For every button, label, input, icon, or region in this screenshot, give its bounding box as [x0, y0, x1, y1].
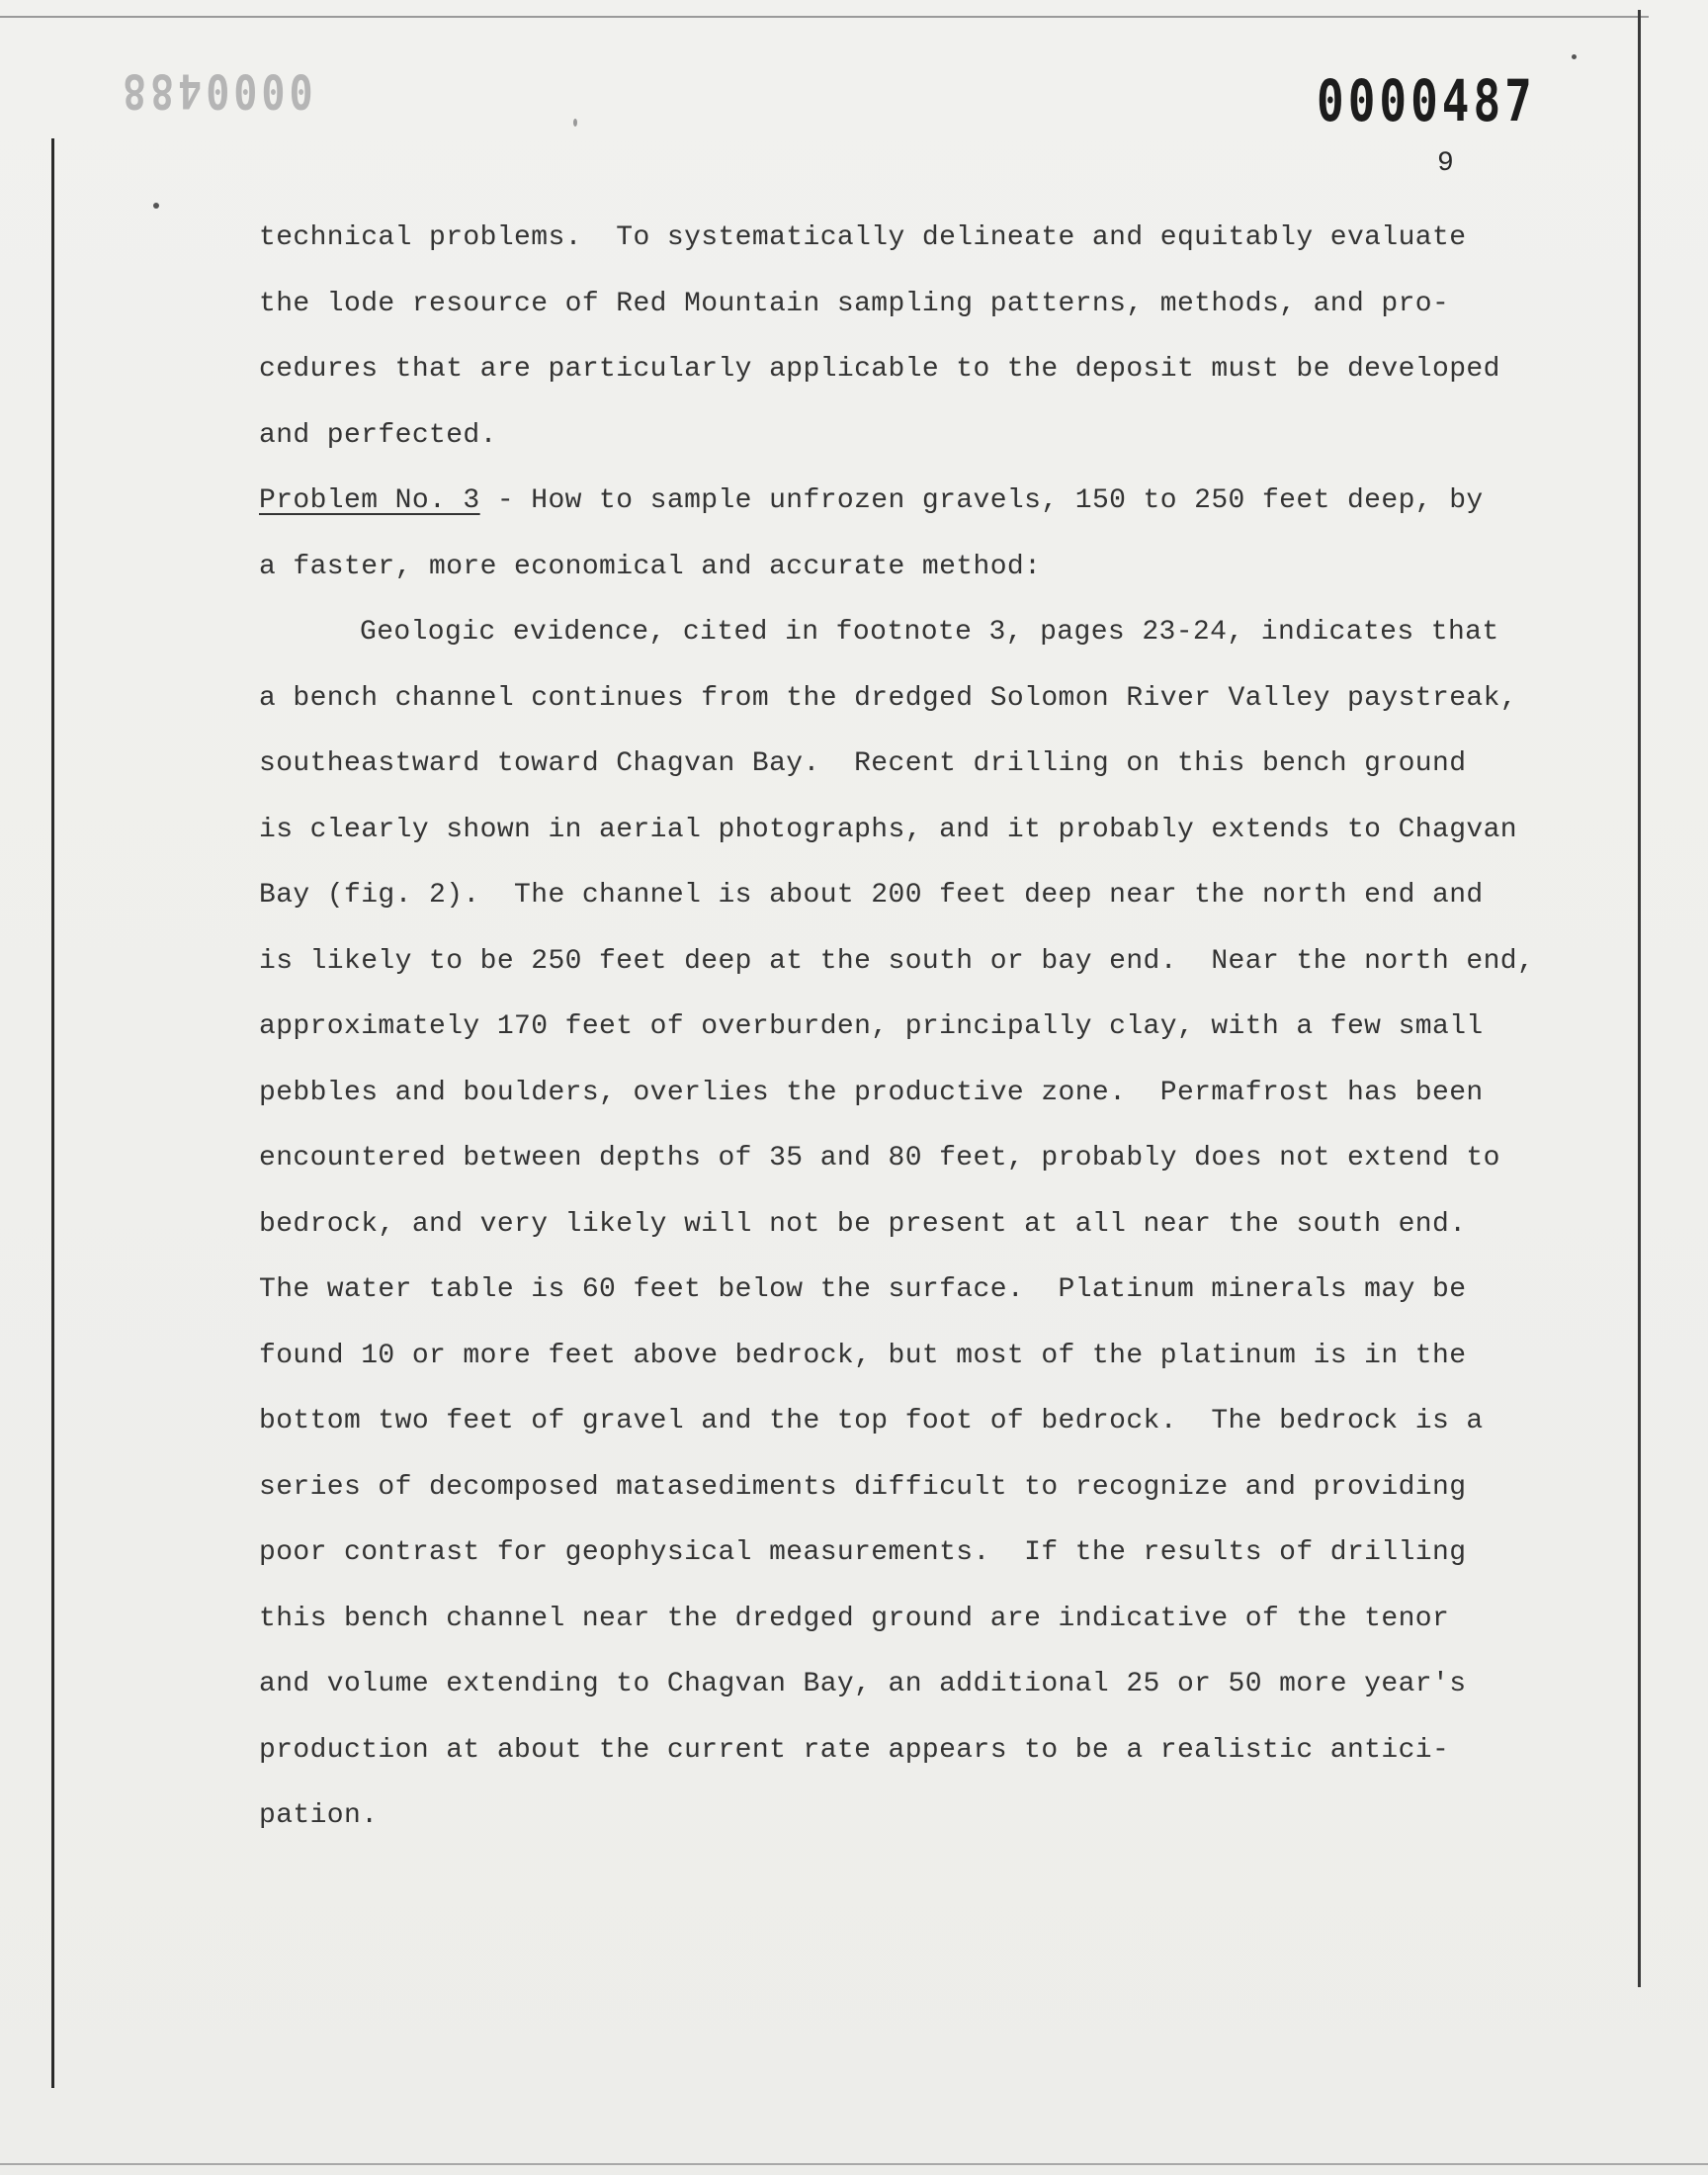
bottom-scan-edge	[0, 2163, 1708, 2165]
top-scan-edge	[0, 16, 1649, 18]
text-line: this bench channel near the dredged ground are indicative of the tenor	[259, 1603, 1450, 1634]
text-line: found 10 or more feet above bedrock, but most of the platinum is in the	[259, 1340, 1467, 1371]
paragraph-first-line: Geologic evidence, cited in footnote 3, pages 23-24, indicates that	[360, 617, 1499, 648]
text-line: encountered between depths of 35 and 80 feet, probably does not extend to	[259, 1143, 1500, 1174]
problem-heading-line	[259, 476, 1514, 542]
document-number: 0000487	[1317, 67, 1536, 134]
text-line: is likely to be 250 feet deep at the south or bay end. Near the north end,	[259, 945, 1535, 977]
text-line: cedures that are particularly applicable to the deposit must be developed	[259, 354, 1500, 385]
text-line: and perfected.	[259, 419, 497, 451]
text-line: a bench channel continues from the dredged Solomon River Valley paystreak,	[259, 682, 1518, 714]
text-line: southeastward toward Chagvan Bay. Recent drilling on this bench ground	[259, 748, 1467, 779]
text-line: series of decomposed matasediments difficult to recognize and providing	[259, 1471, 1467, 1503]
scan-smudge	[1572, 54, 1577, 59]
text-line: and volume extending to Chagvan Bay, an additional 25 or 50 more year's	[259, 1669, 1467, 1699]
problem-heading-rest: - How to sample unfrozen gravels, 150 to 250 feet deep, by	[479, 485, 1484, 516]
text-line: poor contrast for geophysical measurements. If the results of drilling	[259, 1537, 1467, 1568]
text-line: bedrock, and very likely will not be present at all near the south end.	[259, 1208, 1467, 1240]
problem-heading: Problem No. 3	[259, 485, 480, 516]
text-line: technical problems. To systematically delineate and equitably evaluate	[259, 222, 1467, 253]
page-number: 9	[1437, 148, 1454, 179]
text-line: approximately 170 feet of overburden, principally clay, with a few small	[259, 1011, 1484, 1042]
scan-smudge	[573, 119, 577, 127]
text-line: bottom two feet of gravel and the top foot of bedrock. The bedrock is a	[259, 1406, 1484, 1436]
text-line: production at about the current rate appears to be a realistic antici-	[259, 1734, 1450, 1766]
left-margin-rule	[51, 138, 54, 2088]
text-line: is clearly shown in aerial photographs, and it probably extends to Chagvan	[259, 814, 1518, 845]
body-text	[259, 213, 1535, 1857]
text-line: pation.	[259, 1800, 379, 1831]
text-line: Bay (fig. 2). The channel is about 200 feet deep near the north end and	[259, 880, 1484, 911]
right-margin-rule	[1638, 10, 1641, 1987]
text-line: pebbles and boulders, overlies the productive zone. Permafrost has been	[259, 1077, 1484, 1108]
scan-smudge	[153, 203, 159, 209]
text-line: The water table is 60 feet below the surface. Platinum minerals may be	[259, 1274, 1467, 1305]
text-line: a faster, more economical and accurate method:	[259, 551, 1042, 582]
bleed-through-doc-number: 0000488	[119, 62, 313, 118]
text-line: the lode resource of Red Mountain sampling patterns, methods, and pro-	[259, 288, 1450, 319]
